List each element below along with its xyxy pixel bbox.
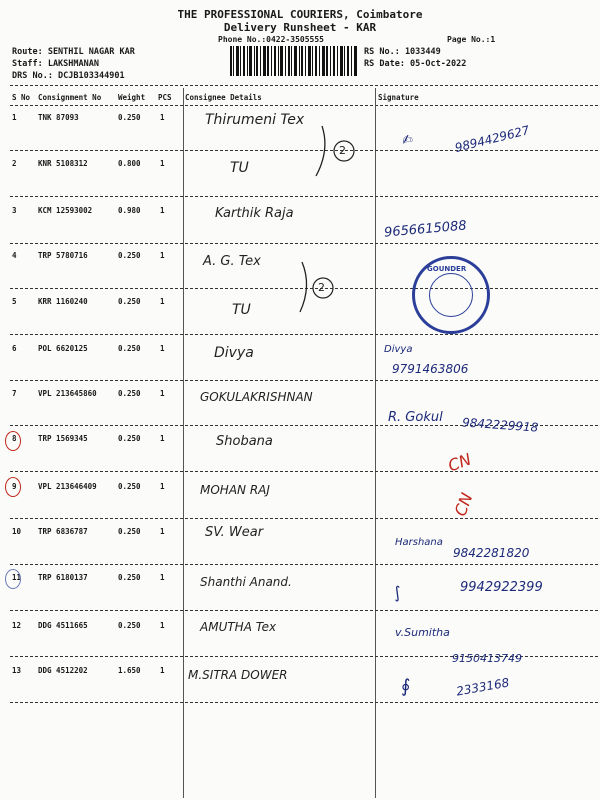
row-consignment: KCM 12593002 (38, 206, 93, 215)
row-pcs: 1 (160, 621, 165, 630)
row-pcs: 1 (160, 159, 165, 168)
signature-13-phone: 2333168 (455, 675, 511, 699)
handwritten-consignee-13: M.SITRA DOWER (188, 668, 288, 682)
col-header-pcs: PCS (158, 93, 172, 102)
row-consignment: KNR 5108312 (38, 159, 88, 168)
row-weight: 0.250 (118, 482, 141, 491)
red-circle-row-9 (5, 477, 21, 497)
sheet-title: Delivery Runsheet - KAR (223, 21, 377, 34)
row-weight: 0.250 (118, 527, 141, 536)
row-consignment: VPL 213646409 (38, 482, 97, 491)
handwritten-consignee-8: Shobana (216, 434, 273, 449)
blue-circle-row-11 (5, 569, 21, 589)
handwritten-consignee-4: A. G. Tex (203, 254, 261, 269)
row-consignment: TNK 87093 (38, 113, 79, 122)
row-consignment: TRP 6180137 (38, 573, 88, 582)
row-consignment: TRP 1569345 (38, 434, 88, 443)
cn-mark-1: CN (445, 449, 474, 476)
row-consignment: DDG 4512202 (38, 666, 88, 675)
signature-6-name: Divya (384, 344, 413, 355)
stamp-text: GOUNDER (427, 265, 467, 273)
row-consignment: VPL 213645860 (38, 389, 97, 398)
handwritten-consignee-12: AMUTHA Tex (200, 620, 277, 634)
row-consignment: TRP 6836787 (38, 527, 88, 536)
col-header-signature: Signature (378, 93, 419, 102)
signature-11-phone: 9942922399 (460, 580, 543, 595)
row-weight: 0.250 (118, 573, 141, 582)
row-pcs: 1 (160, 573, 165, 582)
handwritten-consignee-3: Karthik Raja (215, 206, 294, 221)
row-pcs: 1 (160, 251, 165, 260)
signature-10-name: Harshana (395, 537, 443, 548)
stamp-inner-ring (429, 273, 473, 317)
row-weight: 0.250 (118, 297, 141, 306)
row-sno: 8 (12, 434, 17, 443)
row-sno: 9 (12, 482, 17, 491)
row-consignment: DDG 4511665 (38, 621, 88, 630)
col-header-weight: Weight (118, 93, 146, 102)
route-label: Route: SENTHIL NAGAR KAR (12, 47, 135, 57)
row-pcs: 1 (160, 113, 165, 122)
row-pcs: 1 (160, 344, 165, 353)
bracket-count-2: 2 (318, 281, 325, 294)
row-consignment: KRR 1160240 (38, 297, 88, 306)
signature-1-mark: ✍ (400, 132, 415, 149)
phone-number: Phone No.:0422-3505555 (218, 35, 324, 44)
signature-7-name: R. Gokul (388, 410, 443, 425)
handwritten-consignee-2: TU (230, 160, 249, 176)
signature-13-mark: ∮ (401, 676, 411, 697)
col-header-consignee: Consignee Details (185, 93, 262, 102)
row-sno: 4 (12, 251, 17, 260)
staff-label: Staff: LAKSHMANAN (12, 59, 99, 69)
page-number: Page No.:1 (447, 35, 496, 44)
row-pcs: 1 (160, 666, 165, 675)
company-stamp (412, 256, 490, 334)
signature-12-name: v.Sumitha (395, 626, 450, 639)
row-sno: 2 (12, 159, 17, 168)
row-weight: 0.250 (118, 344, 141, 353)
row-consignment: POL 6620125 (38, 344, 88, 353)
rs-number: RS No.: 1033449 (364, 47, 441, 57)
row-sno: 6 (12, 344, 17, 353)
signature-6-phone: 9791463806 (392, 362, 469, 376)
row-pcs: 1 (160, 297, 165, 306)
row-pcs: 1 (160, 434, 165, 443)
row-pcs: 1 (160, 527, 165, 536)
handwritten-consignee-5: TU (232, 302, 251, 318)
signature-10-phone: 9842281820 (453, 546, 530, 560)
handwritten-consignee-11: Shanthi Anand. (200, 575, 292, 589)
row-weight: 0.800 (118, 159, 141, 168)
row-sno: 11 (12, 573, 22, 582)
handwritten-consignee-10: SV. Wear (205, 525, 264, 540)
row-sno: 10 (12, 527, 22, 536)
handwritten-consignee-6: Divya (214, 345, 254, 361)
row-sno: 1 (12, 113, 17, 122)
bracket-count-1: 2 (339, 144, 346, 157)
row-sno: 13 (12, 666, 22, 675)
row-sno: 3 (12, 206, 17, 215)
handwritten-consignee-7: GOKULAKRISHNAN (200, 390, 313, 404)
handwritten-consignee-9: MOHAN RAJ (200, 483, 270, 497)
row-sno: 7 (12, 389, 17, 398)
row-pcs: 1 (160, 482, 165, 491)
row-sno: 5 (12, 297, 17, 306)
row-weight: 0.250 (118, 113, 141, 122)
red-circle-row-8 (5, 431, 21, 451)
signature-1-phone: 9894429627 (453, 122, 531, 156)
col-header-consignment: Consignment No (38, 93, 102, 102)
row-weight: 0.250 (118, 251, 141, 260)
row-consignment: TRP 5780716 (38, 251, 88, 260)
signature-3-phone: 9656615088 (383, 218, 468, 241)
company-title: THE PROFESSIONAL COURIERS, Coimbatore (177, 8, 423, 21)
signature-11-mark: ∫ (391, 582, 403, 603)
rs-date: RS Date: 05-Oct-2022 (364, 59, 467, 69)
row-weight: 1.650 (118, 666, 141, 675)
row-pcs: 1 (160, 206, 165, 215)
row-weight: 0.250 (118, 389, 141, 398)
col-header-sno: S No (12, 93, 31, 102)
row-pcs: 1 (160, 389, 165, 398)
row-sno: 12 (12, 621, 22, 630)
row-weight: 0.250 (118, 621, 141, 630)
signature-12-phone: 9150413749 (452, 652, 522, 665)
row-weight: 0.980 (118, 206, 141, 215)
drs-number: DRS No.: DCJB103344901 (12, 71, 125, 81)
signature-7-phone: 9842229918 (461, 415, 539, 435)
cn-mark-2: CN (450, 490, 477, 519)
row-weight: 0.250 (118, 434, 141, 443)
handwritten-consignee-1: Thirumeni Tex (205, 112, 305, 128)
